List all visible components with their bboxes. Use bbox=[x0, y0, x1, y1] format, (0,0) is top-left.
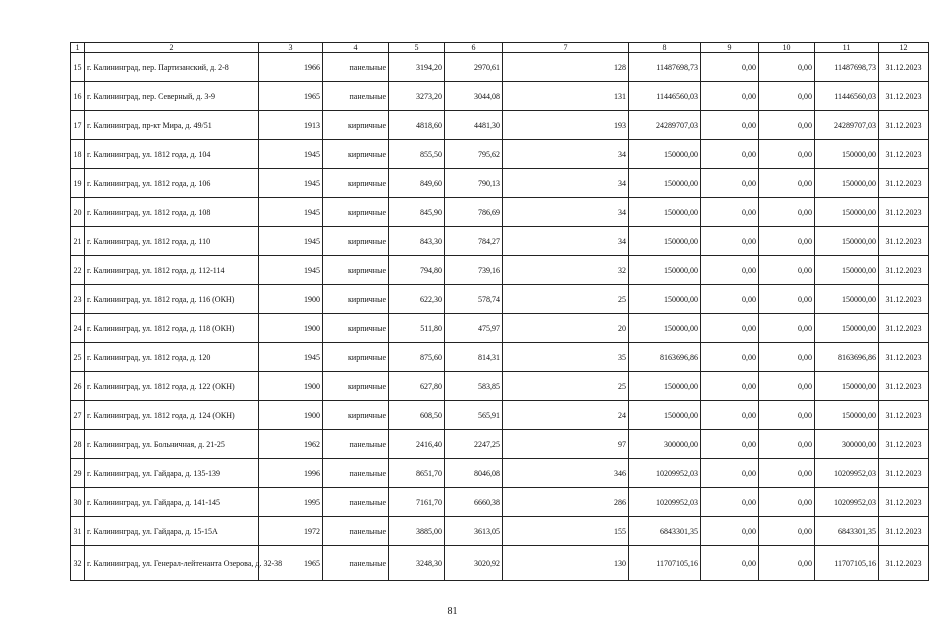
deadline-cell: 31.12.2023 bbox=[879, 488, 929, 517]
material-cell: панельные bbox=[323, 82, 389, 111]
material-cell: кирпичные bbox=[323, 343, 389, 372]
residents-cell: 34 bbox=[503, 140, 629, 169]
area-living-cell: 6660,38 bbox=[445, 488, 503, 517]
deadline-cell: 31.12.2023 bbox=[879, 256, 929, 285]
funding-cell: 0,00 bbox=[759, 53, 815, 82]
column-header: 2 bbox=[85, 43, 259, 53]
year-cell: 1995 bbox=[259, 488, 323, 517]
funding-cell: 0,00 bbox=[759, 198, 815, 227]
address-cell: г. Калининград, ул. Гайдара, д. 15-15А bbox=[85, 517, 259, 546]
cost-total-cell: 11487698,73 bbox=[629, 53, 701, 82]
residents-cell: 34 bbox=[503, 169, 629, 198]
address-cell: г. Калининград, ул. Больничная, д. 21-25 bbox=[85, 430, 259, 459]
funding-cell: 0,00 bbox=[701, 430, 759, 459]
address-cell: г. Калининград, ул. 1812 года, д. 122 (ОКН) bbox=[85, 372, 259, 401]
deadline-cell: 31.12.2023 bbox=[879, 372, 929, 401]
address-cell: г. Калининград, пер. Партизанский, д. 2-8 bbox=[85, 53, 259, 82]
deadline-cell: 31.12.2023 bbox=[879, 198, 929, 227]
funding-cell: 0,00 bbox=[759, 517, 815, 546]
column-header: 1 bbox=[71, 43, 85, 53]
address-cell: г. Калининград, ул. Гайдара, д. 135-139 bbox=[85, 459, 259, 488]
row-number: 24 bbox=[71, 314, 85, 343]
year-cell: 1900 bbox=[259, 314, 323, 343]
area-living-cell: 784,27 bbox=[445, 227, 503, 256]
funding-cell: 0,00 bbox=[759, 169, 815, 198]
table-row bbox=[71, 227, 929, 256]
material-cell: кирпичные bbox=[323, 256, 389, 285]
cost-owners-cell: 150000,00 bbox=[815, 198, 879, 227]
funding-cell: 0,00 bbox=[701, 546, 759, 581]
row-number: 31 bbox=[71, 517, 85, 546]
cost-total-cell: 150000,00 bbox=[629, 372, 701, 401]
area-total-cell: 794,80 bbox=[389, 256, 445, 285]
residents-cell: 34 bbox=[503, 227, 629, 256]
row-number: 18 bbox=[71, 140, 85, 169]
area-living-cell: 578,74 bbox=[445, 285, 503, 314]
year-cell: 1913 bbox=[259, 111, 323, 140]
cost-owners-cell: 300000,00 bbox=[815, 430, 879, 459]
residents-cell: 193 bbox=[503, 111, 629, 140]
year-cell: 1900 bbox=[259, 285, 323, 314]
year-cell: 1972 bbox=[259, 517, 323, 546]
material-cell: кирпичные bbox=[323, 169, 389, 198]
area-living-cell: 790,13 bbox=[445, 169, 503, 198]
deadline-cell: 31.12.2023 bbox=[879, 459, 929, 488]
area-total-cell: 843,30 bbox=[389, 227, 445, 256]
funding-cell: 0,00 bbox=[759, 111, 815, 140]
material-cell: кирпичные bbox=[323, 314, 389, 343]
funding-cell: 0,00 bbox=[759, 459, 815, 488]
area-total-cell: 622,30 bbox=[389, 285, 445, 314]
table-row bbox=[71, 256, 929, 285]
cost-total-cell: 150000,00 bbox=[629, 198, 701, 227]
residents-cell: 25 bbox=[503, 372, 629, 401]
funding-cell: 0,00 bbox=[701, 82, 759, 111]
area-living-cell: 583,85 bbox=[445, 372, 503, 401]
area-total-cell: 875,60 bbox=[389, 343, 445, 372]
page-number: 81 bbox=[447, 606, 458, 617]
cost-total-cell: 150000,00 bbox=[629, 285, 701, 314]
table-row bbox=[71, 285, 929, 314]
funding-cell: 0,00 bbox=[759, 256, 815, 285]
material-cell: кирпичные bbox=[323, 140, 389, 169]
material-cell: панельные bbox=[323, 53, 389, 82]
area-living-cell: 2970,61 bbox=[445, 53, 503, 82]
address-cell: г. Калининград, пр-кт Мира, д. 49/51 bbox=[85, 111, 259, 140]
address-cell: г. Калининград, ул. Гайдара, д. 141-145 bbox=[85, 488, 259, 517]
cost-owners-cell: 150000,00 bbox=[815, 256, 879, 285]
year-cell: 1900 bbox=[259, 401, 323, 430]
year-cell: 1966 bbox=[259, 53, 323, 82]
column-header: 6 bbox=[445, 43, 503, 53]
table-row bbox=[71, 198, 929, 227]
cost-total-cell: 11446560,03 bbox=[629, 82, 701, 111]
area-living-cell: 795,62 bbox=[445, 140, 503, 169]
area-living-cell: 565,91 bbox=[445, 401, 503, 430]
cost-total-cell: 24289707,03 bbox=[629, 111, 701, 140]
table-row bbox=[71, 169, 929, 198]
address-cell: г. Калининград, пер. Северный, д. 3-9 bbox=[85, 82, 259, 111]
deadline-cell: 31.12.2023 bbox=[879, 343, 929, 372]
cost-total-cell: 10209952,03 bbox=[629, 488, 701, 517]
deadline-cell: 31.12.2023 bbox=[879, 111, 929, 140]
funding-cell: 0,00 bbox=[701, 140, 759, 169]
area-total-cell: 511,80 bbox=[389, 314, 445, 343]
row-number: 15 bbox=[71, 53, 85, 82]
cost-owners-cell: 150000,00 bbox=[815, 227, 879, 256]
funding-cell: 0,00 bbox=[701, 488, 759, 517]
funding-cell: 0,00 bbox=[759, 82, 815, 111]
column-header: 10 bbox=[759, 43, 815, 53]
area-living-cell: 2247,25 bbox=[445, 430, 503, 459]
funding-cell: 0,00 bbox=[759, 488, 815, 517]
column-header: 3 bbox=[259, 43, 323, 53]
year-cell: 1945 bbox=[259, 227, 323, 256]
deadline-cell: 31.12.2023 bbox=[879, 227, 929, 256]
funding-cell: 0,00 bbox=[759, 372, 815, 401]
area-total-cell: 3194,20 bbox=[389, 53, 445, 82]
row-number: 21 bbox=[71, 227, 85, 256]
funding-cell: 0,00 bbox=[701, 401, 759, 430]
residents-cell: 24 bbox=[503, 401, 629, 430]
row-number: 28 bbox=[71, 430, 85, 459]
cost-total-cell: 150000,00 bbox=[629, 401, 701, 430]
cost-owners-cell: 10209952,03 bbox=[815, 488, 879, 517]
cost-owners-cell: 150000,00 bbox=[815, 401, 879, 430]
residents-cell: 32 bbox=[503, 256, 629, 285]
residents-cell: 34 bbox=[503, 198, 629, 227]
funding-cell: 0,00 bbox=[759, 314, 815, 343]
area-living-cell: 3020,92 bbox=[445, 546, 503, 581]
table-row bbox=[71, 546, 929, 581]
table-row bbox=[71, 401, 929, 430]
year-cell: 1962 bbox=[259, 430, 323, 459]
column-header: 5 bbox=[389, 43, 445, 53]
cost-total-cell: 150000,00 bbox=[629, 314, 701, 343]
residents-cell: 128 bbox=[503, 53, 629, 82]
cost-owners-cell: 11707105,16 bbox=[815, 546, 879, 581]
funding-cell: 0,00 bbox=[759, 401, 815, 430]
row-number: 29 bbox=[71, 459, 85, 488]
address-cell: г. Калининград, ул. 1812 года, д. 124 (ОКН) bbox=[85, 401, 259, 430]
residents-cell: 20 bbox=[503, 314, 629, 343]
address-cell: г. Калининград, ул. 1812 года, д. 108 bbox=[85, 198, 259, 227]
address-cell: г. Калининград, ул. 1812 года, д. 112-114 bbox=[85, 256, 259, 285]
address-cell: г. Калининград, ул. 1812 года, д. 110 bbox=[85, 227, 259, 256]
funding-cell: 0,00 bbox=[701, 343, 759, 372]
residents-cell: 35 bbox=[503, 343, 629, 372]
funding-cell: 0,00 bbox=[759, 227, 815, 256]
year-cell: 1945 bbox=[259, 169, 323, 198]
funding-cell: 0,00 bbox=[759, 140, 815, 169]
cost-owners-cell: 150000,00 bbox=[815, 285, 879, 314]
deadline-cell: 31.12.2023 bbox=[879, 285, 929, 314]
table-row bbox=[71, 53, 929, 82]
deadline-cell: 31.12.2023 bbox=[879, 53, 929, 82]
material-cell: кирпичные bbox=[323, 285, 389, 314]
year-cell: 1965 bbox=[259, 546, 323, 581]
address-cell: г. Калининград, ул. 1812 года, д. 120 bbox=[85, 343, 259, 372]
residents-cell: 155 bbox=[503, 517, 629, 546]
deadline-cell: 31.12.2023 bbox=[879, 82, 929, 111]
funding-cell: 0,00 bbox=[701, 314, 759, 343]
row-number: 26 bbox=[71, 372, 85, 401]
cost-total-cell: 150000,00 bbox=[629, 227, 701, 256]
row-number: 17 bbox=[71, 111, 85, 140]
address-cell: г. Калининград, ул. 1812 года, д. 118 (ОКН) bbox=[85, 314, 259, 343]
material-cell: кирпичные bbox=[323, 227, 389, 256]
year-cell: 1945 bbox=[259, 198, 323, 227]
material-cell: кирпичные bbox=[323, 111, 389, 140]
address-cell: г. Калининград, ул. 1812 года, д. 104 bbox=[85, 140, 259, 169]
cost-owners-cell: 11487698,73 bbox=[815, 53, 879, 82]
area-total-cell: 3885,00 bbox=[389, 517, 445, 546]
material-cell: панельные bbox=[323, 430, 389, 459]
year-cell: 1965 bbox=[259, 82, 323, 111]
table-row bbox=[71, 372, 929, 401]
deadline-cell: 31.12.2023 bbox=[879, 401, 929, 430]
table-row bbox=[71, 314, 929, 343]
funding-cell: 0,00 bbox=[701, 198, 759, 227]
area-total-cell: 8651,70 bbox=[389, 459, 445, 488]
cost-owners-cell: 11446560,03 bbox=[815, 82, 879, 111]
funding-cell: 0,00 bbox=[759, 546, 815, 581]
funding-cell: 0,00 bbox=[759, 285, 815, 314]
table-row bbox=[71, 459, 929, 488]
table-row bbox=[71, 111, 929, 140]
residents-cell: 131 bbox=[503, 82, 629, 111]
funding-cell: 0,00 bbox=[701, 459, 759, 488]
column-header: 7 bbox=[503, 43, 629, 53]
area-total-cell: 855,50 bbox=[389, 140, 445, 169]
address-cell: г. Калининград, ул. 1812 года, д. 106 bbox=[85, 169, 259, 198]
material-cell: панельные bbox=[323, 459, 389, 488]
cost-total-cell: 6843301,35 bbox=[629, 517, 701, 546]
year-cell: 1900 bbox=[259, 372, 323, 401]
material-cell: кирпичные bbox=[323, 372, 389, 401]
row-number: 22 bbox=[71, 256, 85, 285]
cost-total-cell: 150000,00 bbox=[629, 256, 701, 285]
table-row bbox=[71, 488, 929, 517]
area-total-cell: 4818,60 bbox=[389, 111, 445, 140]
cost-total-cell: 150000,00 bbox=[629, 169, 701, 198]
area-total-cell: 3273,20 bbox=[389, 82, 445, 111]
column-header: 8 bbox=[629, 43, 701, 53]
area-living-cell: 739,16 bbox=[445, 256, 503, 285]
funding-cell: 0,00 bbox=[701, 256, 759, 285]
material-cell: панельные bbox=[323, 488, 389, 517]
area-living-cell: 8046,08 bbox=[445, 459, 503, 488]
deadline-cell: 31.12.2023 bbox=[879, 314, 929, 343]
funding-cell: 0,00 bbox=[759, 343, 815, 372]
row-number: 32 bbox=[71, 546, 85, 581]
row-number: 30 bbox=[71, 488, 85, 517]
funding-cell: 0,00 bbox=[701, 372, 759, 401]
funding-cell: 0,00 bbox=[701, 517, 759, 546]
row-number: 16 bbox=[71, 82, 85, 111]
area-total-cell: 849,60 bbox=[389, 169, 445, 198]
row-number: 19 bbox=[71, 169, 85, 198]
area-total-cell: 2416,40 bbox=[389, 430, 445, 459]
column-header: 12 bbox=[879, 43, 929, 53]
area-living-cell: 475,97 bbox=[445, 314, 503, 343]
material-cell: панельные bbox=[323, 517, 389, 546]
area-living-cell: 3613,05 bbox=[445, 517, 503, 546]
cost-owners-cell: 10209952,03 bbox=[815, 459, 879, 488]
deadline-cell: 31.12.2023 bbox=[879, 546, 929, 581]
row-number: 23 bbox=[71, 285, 85, 314]
cost-owners-cell: 150000,00 bbox=[815, 169, 879, 198]
area-total-cell: 3248,30 bbox=[389, 546, 445, 581]
housing-table bbox=[70, 42, 929, 581]
deadline-cell: 31.12.2023 bbox=[879, 140, 929, 169]
deadline-cell: 31.12.2023 bbox=[879, 169, 929, 198]
cost-owners-cell: 150000,00 bbox=[815, 314, 879, 343]
address-cell: г. Калининград, ул. 1812 года, д. 116 (ОКН) bbox=[85, 285, 259, 314]
material-cell: панельные bbox=[323, 546, 389, 581]
year-cell: 1945 bbox=[259, 256, 323, 285]
header-row bbox=[71, 43, 929, 53]
cost-owners-cell: 8163696,86 bbox=[815, 343, 879, 372]
material-cell: кирпичные bbox=[323, 198, 389, 227]
address-cell: г. Калининград, ул. Генерал-лейтенанта Озерова, д. 32-38 bbox=[85, 546, 259, 581]
cost-owners-cell: 6843301,35 bbox=[815, 517, 879, 546]
table-row bbox=[71, 517, 929, 546]
area-living-cell: 814,31 bbox=[445, 343, 503, 372]
area-total-cell: 627,80 bbox=[389, 372, 445, 401]
residents-cell: 130 bbox=[503, 546, 629, 581]
funding-cell: 0,00 bbox=[701, 111, 759, 140]
area-living-cell: 4481,30 bbox=[445, 111, 503, 140]
row-number: 25 bbox=[71, 343, 85, 372]
area-living-cell: 3044,08 bbox=[445, 82, 503, 111]
deadline-cell: 31.12.2023 bbox=[879, 430, 929, 459]
table-row bbox=[71, 82, 929, 111]
cost-total-cell: 8163696,86 bbox=[629, 343, 701, 372]
cost-total-cell: 11707105,16 bbox=[629, 546, 701, 581]
cost-total-cell: 150000,00 bbox=[629, 140, 701, 169]
funding-cell: 0,00 bbox=[759, 430, 815, 459]
residents-cell: 97 bbox=[503, 430, 629, 459]
funding-cell: 0,00 bbox=[701, 285, 759, 314]
table-body bbox=[71, 43, 929, 581]
area-total-cell: 845,90 bbox=[389, 198, 445, 227]
funding-cell: 0,00 bbox=[701, 53, 759, 82]
cost-owners-cell: 24289707,03 bbox=[815, 111, 879, 140]
table-row bbox=[71, 140, 929, 169]
residents-cell: 346 bbox=[503, 459, 629, 488]
year-cell: 1945 bbox=[259, 140, 323, 169]
row-number: 27 bbox=[71, 401, 85, 430]
funding-cell: 0,00 bbox=[701, 227, 759, 256]
column-header: 9 bbox=[701, 43, 759, 53]
residents-cell: 286 bbox=[503, 488, 629, 517]
cost-owners-cell: 150000,00 bbox=[815, 372, 879, 401]
column-header: 11 bbox=[815, 43, 879, 53]
residents-cell: 25 bbox=[503, 285, 629, 314]
funding-cell: 0,00 bbox=[701, 169, 759, 198]
area-living-cell: 786,69 bbox=[445, 198, 503, 227]
table-row bbox=[71, 430, 929, 459]
area-total-cell: 608,50 bbox=[389, 401, 445, 430]
cost-total-cell: 300000,00 bbox=[629, 430, 701, 459]
year-cell: 1996 bbox=[259, 459, 323, 488]
area-total-cell: 7161,70 bbox=[389, 488, 445, 517]
row-number: 20 bbox=[71, 198, 85, 227]
table-row bbox=[71, 343, 929, 372]
column-header: 4 bbox=[323, 43, 389, 53]
year-cell: 1945 bbox=[259, 343, 323, 372]
cost-owners-cell: 150000,00 bbox=[815, 140, 879, 169]
cost-total-cell: 10209952,03 bbox=[629, 459, 701, 488]
material-cell: кирпичные bbox=[323, 401, 389, 430]
deadline-cell: 31.12.2023 bbox=[879, 517, 929, 546]
